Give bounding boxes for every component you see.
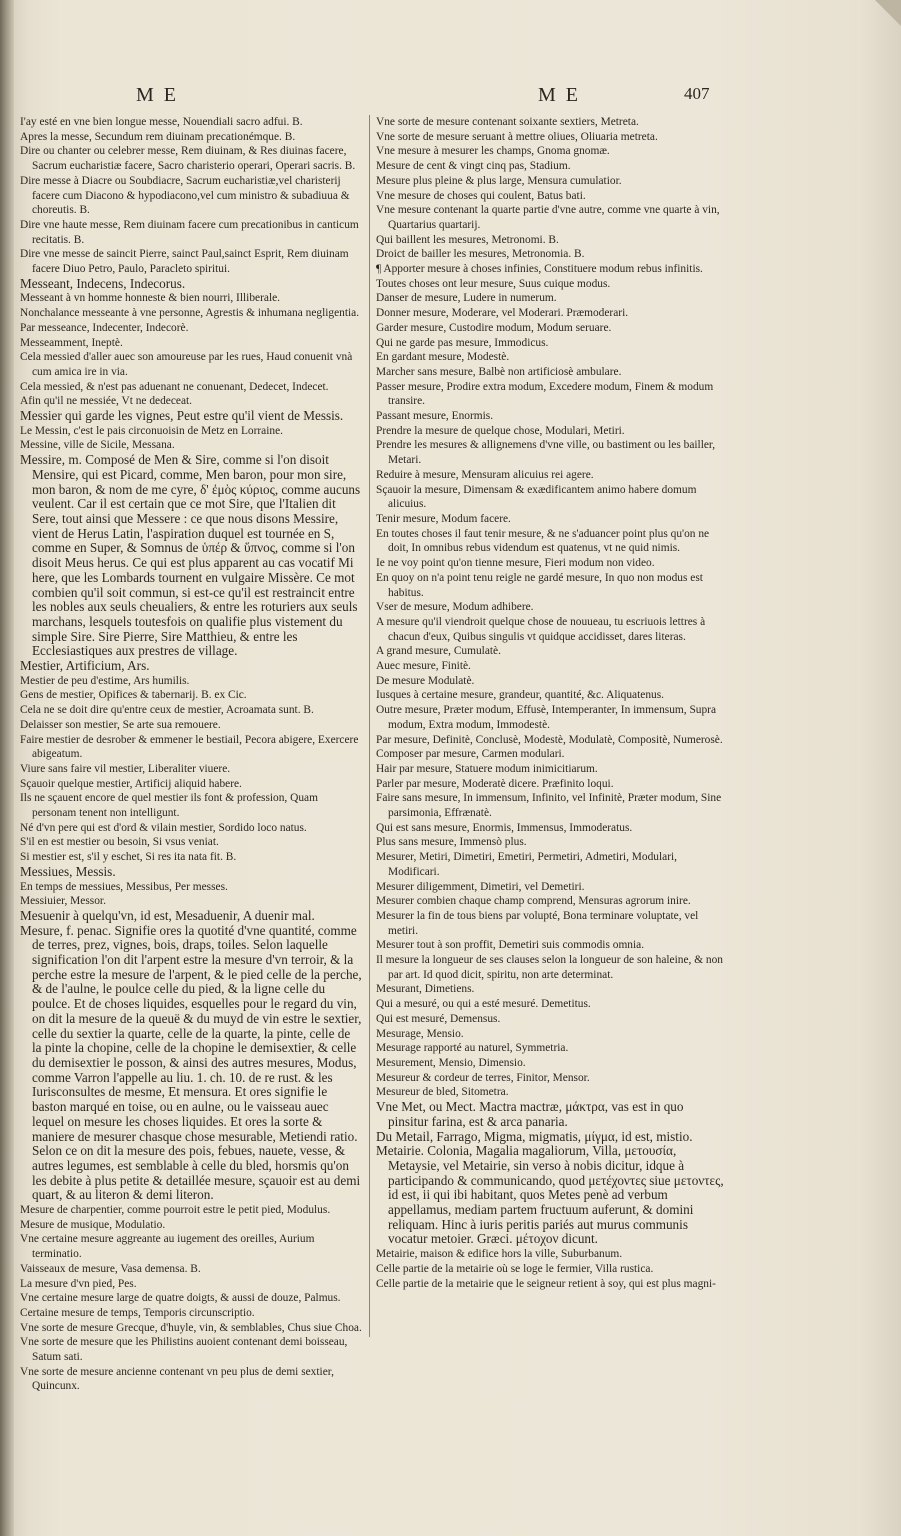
dictionary-entry: Mesureur de bled, Sitometra. (376, 1086, 509, 1099)
dictionary-entry: Par mesure, Definitè, Conclusè, Modestè, Modulatè, Compositè, Numerosè. (376, 733, 723, 746)
dictionary-entry: En gardant mesure, Modestè. (376, 351, 510, 364)
dictionary-entry: A mesure qu'il viendroit quelque chose de nouueau, tu escriuois lettres à chacun d'eux, Quibus singulis vt quidque accidisset, dares literas. (376, 615, 706, 643)
dictionary-entry: Apres la messe, Secundum rem diuinam precationémque. B. (20, 130, 296, 143)
dictionary-entry: En temps de messiues, Messibus, Per messes. (20, 880, 228, 893)
dictionary-entry: Messeant à vn homme honneste & bien nourri, Illiberale. (20, 292, 281, 305)
dictionary-entry: Reduire à mesure, Mensuram alicuius rei agere. (376, 468, 594, 481)
left-column (20, 115, 362, 1394)
dictionary-entry: Mesurer la fin de tous biens par volupté, Bona terminare voluptate, vel metiri. (376, 909, 699, 937)
dictionary-entry: Mesurer diligemment, Dimetiri, vel Demetiri. (376, 880, 585, 893)
dictionary-entry: Messine, ville de Sicile, Messana. (20, 439, 175, 452)
dictionary-headword-entry: Metairie. Colonia, Magalia magaliorum, Villa, μετουσία, Metaysie, vel Metairie, sin verso à nobis dicitur, idque à participando & communicando, quod μετέχοντες siue μετοντες, id est, ii qui ibi habitant, quos Metes penè ad verbum appellamus, mediam partem fructuum auferunt, & domini reliquam. Hinc à iuris peritis pariés aut murus communis vocatur metoier. Græci. μέτοχον dicunt. (376, 1143, 724, 1247)
dictionary-headword-entry: Mestier, Artificium, Ars. (20, 658, 150, 674)
dictionary-entry: En quoy on n'a point tenu reigle ne gardé mesure, In quo non modus est habitus. (376, 571, 703, 599)
dictionary-entry: Faire sans mesure, In immensum, Infinito, vel Infinitè, Præter modum, Sine parsimonia, Effrænatè. (376, 792, 722, 820)
dictionary-entry: Mesureur & cordeur de terres, Finitor, Mensor. (376, 1071, 590, 1084)
dictionary-entry: Qui a mesuré, ou qui a esté mesuré. Demetitus. (376, 998, 591, 1011)
dictionary-entry: Nonchalance messeante à vne personne, Agrestis & inhumana negligentia. (20, 307, 360, 320)
dictionary-entry: Qui ne garde pas mesure, Immodicus. (376, 336, 549, 349)
dictionary-entry: En toutes choses il faut tenir mesure, & ne s'aduancer point plus qu'on ne doit, In omnibus rebus videndum est quatenus, vt ne quid nimis. (376, 527, 710, 555)
dictionary-entry: Messiuier, Messor. (20, 895, 106, 908)
dictionary-entry: Droict de bailler les mesures, Metronomia. B. (376, 248, 585, 261)
dictionary-entry: Auec mesure, Finitè. (376, 660, 471, 673)
dictionary-entry: Certaine mesure de temps, Temporis circunscriptio. (20, 1306, 255, 1319)
dictionary-entry: Afin qu'il ne messiée, Vt ne dedeceat. (20, 395, 193, 408)
dictionary-headword-entry: Mesuenir à quelqu'vn, id est, Mesaduenir, A duenir mal. (20, 907, 315, 923)
dictionary-headword-entry: Messeant, Indecens, Indecorus. (20, 275, 186, 291)
column-rule (369, 115, 370, 1337)
dictionary-entry: Mesurer tout à son proffit, Demetiri suis commodis omnia. (376, 939, 645, 952)
dictionary-entry: Mestier de peu d'estime, Ars humilis. (20, 674, 190, 687)
dictionary-entry: Prendre la mesure de quelque chose, Modulari, Metiri. (376, 424, 625, 437)
dictionary-entry: Mesurant, Dimetiens. (376, 983, 475, 996)
dictionary-headword-entry: Du Metail, Farrago, Migma, migmatis, μίγμα, id est, mistio. (376, 1128, 693, 1144)
dictionary-headword-entry: Mesure, f. penac. Signifie ores la quotité d'vne quantité, comme de terres, prez, vignes, bois, draps, toiles. Selon laquelle signification l'on dit l'arpent estre la mesure d'vn terroir, & la perche estre la mesure de l'arpent, & le pied celle de la perche, & de l'aulne, le poulce celle du pied, & la ligne celle du poulce. Et de choses liquides, esquelles pour le regard du vin, on dit la mesure de la queuë & du muyd de vin estre le sextier, celle du sextier la quarte, celle de la quarte, la pinte, celle de la pinte la chopine, celle de la chopine le demisextier, & celle du demisextier le posson, & ainsi des autres mesures, Modus, comme Varron l'appelle au liu. 1. ch. 10. de re rust. & les Iurisconsultes de mesme, Et mensura. Et ores signifie le baston marqué en toise, ou en aulne, ou le vaisseau auec lequel on mesure les choses liquides. Et ores la sorte & maniere de mesurer chasque chose mesurable, Metiendi ratio. Selon ce on dit la mesure des pois, febues, nauete, vesse, & autres legumes, est semblable à celle du bled, horsmis qu'on les debite à plus petite & detaillée mesure, sçauoir est au demi quart, & au literon & demi literon. (20, 922, 362, 1203)
dictionary-entry: Garder mesure, Custodire modum, Modum seruare. (376, 321, 612, 334)
page-gutter (0, 0, 14, 1536)
dictionary-entry: Mesurer combien chaque champ comprend, Mensuras agrorum inire. (376, 895, 691, 908)
dictionary-entry: Mesurer, Metiri, Dimetiri, Emetiri, Permetiri, Admetiri, Modulari, Modificari. (376, 851, 678, 878)
dictionary-entry: Viure sans faire vil mestier, Liberaliter viuere. (20, 762, 231, 775)
dictionary-entry: I'ay esté en vne bien longue messe, Nouendiali sacro adfui. B. (20, 116, 303, 128)
dictionary-entry: Iusques à certaine mesure, grandeur, quantité, &c. Aliquatenus. (376, 689, 665, 702)
left-running-header: ME (136, 84, 186, 106)
dictionary-entry: Si mestier est, s'il y eschet, Si res ita nata fit. B. (20, 851, 237, 864)
dictionary-entry: Par messeance, Indecenter, Indecorè. (20, 321, 189, 334)
dictionary-entry: Mesure de charpentier, comme pourroit estre le petit pied, Modulus. (20, 1204, 331, 1217)
dictionary-entry: Ie ne voy point qu'on tienne mesure, Fieri modum non video. (376, 557, 655, 570)
dictionary-entry: Celle partie de la metairie que le seigneur retient à soy, qui est plus magni- (376, 1277, 716, 1290)
dictionary-entry: Vser de mesure, Modum adhibere. (376, 601, 534, 614)
right-column (376, 115, 726, 1291)
dictionary-entry: Vne sorte de mesure contenant soixante sextiers, Metreta. (376, 116, 639, 128)
dictionary-entry: Le Messin, c'est le pais circonuoisin de Metz en Lorraine. (20, 424, 284, 437)
dictionary-entry: Cela messied d'aller auec son amoureuse par les rues, Haud conuenit vnà cum amica ire in via. (20, 351, 353, 378)
dictionary-entry: Vne mesure contenant la quarte partie d'vne autre, comme vne quarte à vin, Quartarius quartarij. (376, 204, 720, 231)
dictionary-entry: Vne certaine mesure large de quatre doigts, & aussi de douze, Palmus. (20, 1292, 341, 1305)
dictionary-entry: La mesure d'vn pied, Pes. (20, 1277, 137, 1290)
dictionary-entry: Plus sans mesure, Immensò plus. (376, 836, 527, 849)
dictionary-entry: Composer par mesure, Carmen modulari. (376, 748, 565, 761)
dictionary-entry: ¶ Apporter mesure à choses infinies, Constituere modum rebus infinitis. (376, 263, 703, 276)
dictionary-entry: Messeamment, Ineptè. (20, 336, 123, 349)
dictionary-entry: Danser de mesure, Ludere in numerum. (376, 292, 557, 305)
dictionary-entry: Vaisseaux de mesure, Vasa demensa. B. (20, 1262, 201, 1275)
dictionary-entry: Hair par mesure, Statuere modum inimicitiarum. (376, 762, 598, 775)
dictionary-entry: Vne sorte de mesure ancienne contenant vn peu plus de demi sextier, Quincunx. (20, 1365, 334, 1393)
dictionary-entry: Cela ne se doit dire qu'entre ceux de mestier, Acroamata sunt. B. (20, 704, 314, 717)
dictionary-entry: Vne mesure à mesurer les champs, Gnoma gnomæ. (376, 145, 610, 158)
dictionary-entry: Dire vne haute messe, Rem diuinam facere cum precationibus in canticum recitatis. B. (20, 218, 359, 246)
dictionary-entry: Mesure de cent & vingt cinq pas, Stadium. (376, 160, 571, 173)
right-running-header: ME (538, 84, 588, 106)
dictionary-entry: Marcher sans mesure, Balbè non artificiosè ambulare. (376, 365, 622, 378)
dictionary-entry: Il mesure la longueur de ses clauses selon la longueur de son haleine, & non par art. Id quod dicit, spiritu, non arte determinat. (376, 954, 724, 981)
dictionary-entry: Mesurage, Mensio. (376, 1027, 464, 1040)
dictionary-entry: Ils ne sçauent encore de quel mestier ils font & profession, Quam personam tenent non intelligunt. (20, 792, 318, 820)
dictionary-entry: Vne sorte de mesure que les Philistins auoient contenant demi boisseau, Satum sati. (20, 1336, 348, 1364)
dictionary-headword-entry: Messire, m. Composé de Men & Sire, comme si l'on disoit Mensire, qui est Picard, comme, Men baron, pour mon sire, mon baron, & nom de me cyre, δ' ἐμὸς κύριος, comme aucuns veulent. Car il est certain que ce mot Sire, que l'Italien dit Sere, tout ainsi que Messere : ce que nous disons Messire, vient de Herus Latin, l'aspiration duquel est tournée en S, comme en Super, & Somnus de ὑπέρ & ὕπνος, comme si l'on disoit Meus herus. Ce qui est plus apparent au cas vocatif Mi here, que les Lombards tournent en vulgaire Missère. Ce mot combien qu'il soit commun, si est-ce qu'il est restraincit entre les nobles aux seuls cheualiers, & entre les roturiers aux seuls marchans, lesquels toutesfois on qualifie plus vistement du simple Sire. Sire Pierre, Sire Matthieu, & entre les Ecclesiastiques aux prestres de village. (20, 452, 361, 659)
dictionary-entry: Qui baillent les mesures, Metronomi. B. (376, 233, 559, 246)
dictionary-entry: Tenir mesure, Modum facere. (376, 512, 511, 525)
dictionary-entry: Dire messe à Diacre ou Soubdiacre, Sacrum eucharistiæ,vel charisterij facere cum Diacono & hypodiacono,vel cum ministro & subadiuua & choreutis. B. (20, 174, 350, 217)
dictionary-entry: Sçauoir quelque mestier, Artificij aliquid habere. (20, 777, 242, 790)
dictionary-entry: A grand mesure, Cumulatè. (376, 645, 501, 658)
dictionary-entry: Mesurement, Mensio, Dimensio. (376, 1057, 526, 1069)
dictionary-entry: Mesure de musique, Modulatio. (20, 1218, 166, 1231)
dictionary-entry: Qui est mesuré, Demensus. (376, 1012, 501, 1025)
dictionary-entry: Vne sorte de mesure seruant à mettre oliues, Oliuaria metreta. (376, 130, 658, 143)
dictionary-entry: Dire ou chanter ou celebrer messe, Rem diuinam, & Res diuinas facere, Sacrum eucharistiæ facere, Sacro charisterio operari, Operari sacris. B. (20, 145, 356, 173)
dictionary-entry: Vne certaine mesure aggreante au iugement des oreilles, Aurium terminatio. (20, 1233, 315, 1261)
dictionary-entry: Sçauoir la mesure, Dimensam & exædificantem animo habere domum alicuius. (376, 483, 697, 511)
dictionary-entry: Donner mesure, Moderare, vel Moderari. Præmoderari. (376, 307, 629, 320)
dictionary-entry: Metairie, maison & edifice hors la ville, Suburbanum. (376, 1248, 623, 1261)
dictionary-entry: Faire mestier de desrober & emmener le bestiail, Pecora abigere, Exercere abigeatum. (20, 733, 359, 761)
dictionary-entry: Toutes choses ont leur mesure, Suus cuique modus. (376, 277, 611, 290)
dictionary-entry: Gens de mestier, Opifices & tabernarij. B. ex Cic. (20, 689, 247, 702)
page-corner (875, 0, 901, 26)
dictionary-headword-entry: Vne Met, ou Mect. Mactra mactræ, μάκτρα, vas est in quo pinsitur farina, est & arca panaria. (376, 1099, 684, 1129)
dictionary-entry: Parler par mesure, Moderatè dicere. Præfinito loqui. (376, 777, 614, 790)
dictionary-entry: De mesure Modulatè. (376, 674, 475, 687)
dictionary-entry: Qui est sans mesure, Enormis, Immensus, Immoderatus. (376, 821, 633, 834)
dictionary-entry: Cela messied, & n'est pas aduenant ne conuenant, Dedecet, Indecet. (20, 380, 329, 393)
dictionary-entry: Vne sorte de mesure Grecque, d'huyle, vin, & semblables, Chus siue Choa. (20, 1321, 362, 1334)
dictionary-entry: Passer mesure, Prodire extra modum, Excedere modum, Finem & modum transire. (376, 380, 714, 408)
dictionary-entry: Passant mesure, Enormis. (376, 410, 494, 423)
dictionary-entry: Delaisser son mestier, Se arte sua remouere. (20, 718, 221, 731)
dictionary-entry: Celle partie de la metairie où se loge le fermier, Villa rustica. (376, 1262, 654, 1275)
dictionary-entry: Né d'vn pere qui est d'ord & vilain mestier, Sordido loco natus. (20, 821, 307, 834)
dictionary-entry: Prendre les mesures & allignemens d'vne ville, ou bastiment ou les bailler, Metari. (376, 439, 716, 467)
dictionary-entry: Dire vne messe de saincit Pierre, sainct Paul,sainct Esprit, Rem diuinam facere Diuo Petro, Paulo, Paracleto spiritui. (20, 248, 349, 276)
dictionary-headword-entry: Messiues, Messis. (20, 863, 116, 879)
page-number: 407 (684, 84, 710, 103)
dictionary-entry: Mesurage rapporté au naturel, Symmetria. (376, 1042, 569, 1055)
dictionary-headword-entry: Messier qui garde les vignes, Peut estre qu'il vient de Messis. (20, 408, 344, 424)
dictionary-entry: S'il en est mestier ou besoin, Si vsus veniat. (20, 836, 219, 849)
dictionary-entry: Outre mesure, Præter modum, Effusè, Intemperanter, In immensum, Supra modum, Extra modum, Immodestè. (376, 704, 717, 731)
dictionary-entry: Vne mesure de choses qui coulent, Batus bati. (376, 189, 586, 202)
dictionary-entry: Mesure plus pleine & plus large, Mensura cumulatior. (376, 174, 622, 187)
